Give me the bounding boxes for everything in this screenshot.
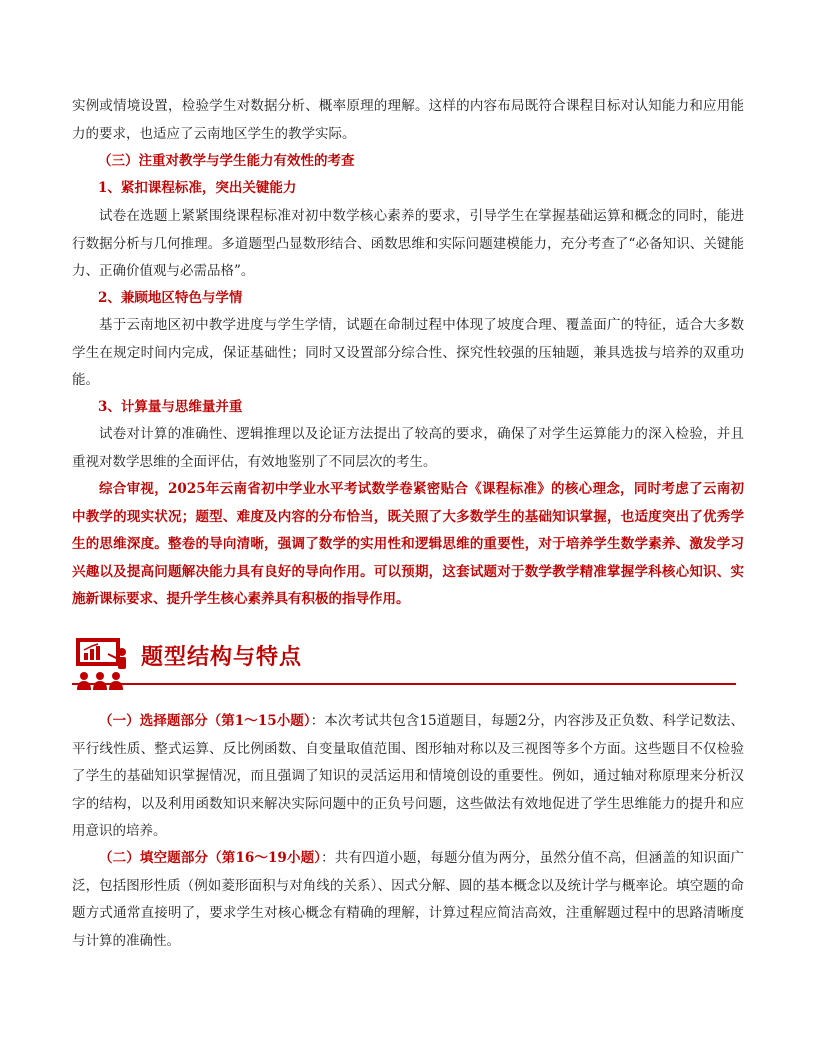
paragraph-point-3: 试卷对计算的准确性、逻辑推理以及论证方法提出了较高的要求，确保了对学生运算能力的深入检验，并且重视对数学思维的全面评估，有效地鉴别了不同层次的考生。 xyxy=(72,426,744,470)
presentation-audience-icon xyxy=(74,636,130,694)
paragraph-intro-continuation: 实例或情境设置，检验学生对数据分析、概率原理的理解。这样的内容布局既符合课程目标对认知能力和应用能力的要求，也适应了云南地区学生的教学实际。 xyxy=(72,98,744,142)
paragraph-point-1: 试卷在选题上紧紧围绕课程标准对初中数学核心素养的要求，引导学生在掌握基础运算和概念的同时，能进行数据分析与几何推理。多道题型凸显数形结合、函数思维和实际问题建模能力，充分考查了“必备知识、关键能力、正确价值观与必需品格”。 xyxy=(72,208,744,279)
fill-label: （二）填空题部分（第16～19小题） xyxy=(99,850,322,866)
fill-text: ：共有四道小题，每题分值为两分，虽然分值不高，但涵盖的知识面广泛，包括图形性质（例如菱形面积与对角线的关系）、因式分解、圆的基本概念以及统计学与概率论。填空题的命题方式通常直接明了，要求学生对核心概念有精确的理解，计算过程应简洁高效，注重解题过程中的思路清晰度与计算的准确性。 xyxy=(72,850,745,949)
section-title: 题型结构与特点 xyxy=(141,645,303,670)
heading-section-three: （三）注重对教学与学生能力有效性的考查 xyxy=(98,153,355,169)
paragraph-point-2: 基于云南地区初中教学进度与学生学情，试题在命制过程中体现了坡度合理、覆盖面广的特征，适合大多数学生在规定时间内完成，保证基础性；同时又设置部分综合性、探究性较强的压轴题，兼具选拔与培养的双重功能。 xyxy=(72,317,744,388)
paragraph-summary: 综合审视，2025年云南省初中学业水平考试数学卷紧密贴合《课程标准》的核心理念，同时考虑了云南初中教学的现实状况；题型、难度及内容的分布恰当，既关照了大多数学生的基础知识掌握，也适度突出了优秀学生的思维深度。整卷的导向清晰，强调了数学的实用性和逻辑思维的重要性，对于培养学生数学素养、激发学习兴趣以及提高问题解决能力具有良好的导向作用。可以预期，这套试题对于数学教学精准掌握学科核心知识、实施新课标要求、提升学生核心素养具有积极的指导作用。 xyxy=(72,481,744,607)
paragraph-fill-questions xyxy=(72,845,744,955)
heading-point-2: 2、兼顾地区特色与学情 xyxy=(98,290,243,306)
section-divider xyxy=(72,683,736,685)
choice-label: （一）选择题部分（第1～15小题） xyxy=(99,713,311,729)
paragraph-choice-questions xyxy=(72,708,744,846)
choice-text: ：本次考试共包含15道题目，每题2分，内容涉及正负数、科学记数法、平行线性质、整式运算、反比例函数、自变量取值范围、图形轴对称以及三视图等多个方面。这些题目不仅检验了学生的基础知识掌握情况，而且强调了知识的灵活运用和情境创设的重要性。例如，通过轴对称原理来分析汉字的结构，以及利用函数知识来解决实际问题中的正负号问题，这些做法有效地促进了学生思维能力的提升和应用意识的培养。 xyxy=(72,713,744,839)
heading-point-3: 3、计算量与思维量并重 xyxy=(98,399,243,415)
heading-point-1: 1、紧扣课程标准，突出关键能力 xyxy=(98,180,297,196)
